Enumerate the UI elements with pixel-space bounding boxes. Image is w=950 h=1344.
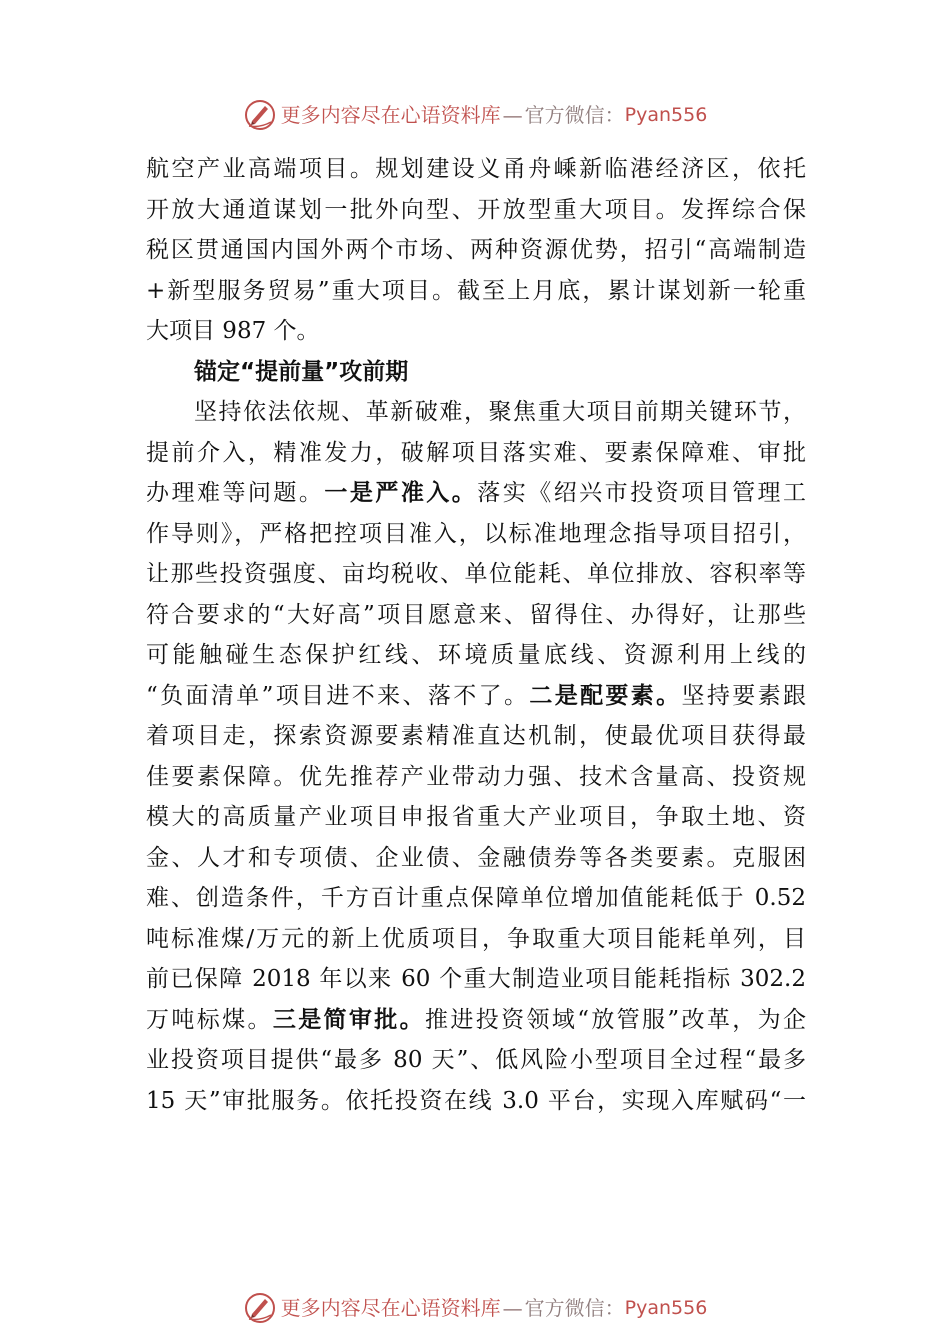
text-span: 万吨标煤。 bbox=[146, 1006, 273, 1033]
text-line: +新型服务贸易”重大项目。截至上月底，累计谋划新一轮重 bbox=[146, 277, 806, 304]
watermark-separator: — bbox=[502, 1296, 523, 1320]
section-heading: 锚定“提前量”攻前期 bbox=[194, 358, 409, 385]
text-line: 大项目 987 个。 bbox=[146, 318, 320, 344]
watermark-wechat-id: Pyan556 bbox=[624, 1297, 708, 1319]
text-line: 符合要求的“大好高”项目愿意来、留得住、办得好，让那些 bbox=[146, 601, 806, 628]
text-span: 推进投资领域“放管服”改革，为企 bbox=[425, 1006, 806, 1033]
watermark-separator: — bbox=[502, 103, 523, 127]
bold-point-2: 二是配要素。 bbox=[529, 682, 682, 709]
logo-icon bbox=[243, 1291, 277, 1325]
text-span: 办理难等问题。 bbox=[146, 480, 325, 506]
text-line: 让那些投资强度、亩均税收、单位能耗、单位排放、容积率等 bbox=[146, 561, 806, 587]
text-line: 金、人才和专项债、企业债、金融债券等各类要素。克服困 bbox=[146, 844, 806, 871]
watermark-wechat-label: 官方微信： bbox=[524, 103, 625, 127]
text-line bbox=[146, 1000, 806, 1041]
text-line bbox=[146, 676, 806, 717]
text-line: 业投资项目提供“最多 80 天”、低风险小型项目全过程“最多 bbox=[146, 1047, 806, 1073]
watermark-footer bbox=[0, 1288, 950, 1328]
watermark-wechat-label: 官方微信： bbox=[524, 1296, 625, 1320]
watermark-text: 更多内容尽在心语资料库 bbox=[280, 1296, 501, 1320]
text-line: 提前介入，精准发力，破解项目落实难、要素保障难、审批 bbox=[146, 439, 806, 466]
paragraph-2 bbox=[146, 392, 806, 1121]
text-line: 模大的高质量产业项目申报省重大产业项目，争取土地、资 bbox=[146, 804, 806, 830]
watermark-header bbox=[0, 95, 950, 135]
text-line: 作导则》，严格把控项目准入，以标准地理念指导项目招引， bbox=[146, 520, 806, 547]
text-span: 落实《绍兴市投资项目管理工 bbox=[477, 480, 806, 506]
logo-icon bbox=[243, 98, 277, 132]
text-span: “负面清单”项目进不来、落不了。 bbox=[146, 682, 530, 709]
text-line: 开放大通道谋划一批外向型、开放型重大项目。发挥综合保 bbox=[146, 196, 806, 223]
text-span: 坚持要素跟 bbox=[681, 682, 806, 709]
watermark-wechat-id: Pyan556 bbox=[624, 104, 708, 126]
text-line bbox=[146, 473, 806, 514]
bold-point-3: 三是简审批。 bbox=[272, 1006, 426, 1033]
document-body bbox=[146, 149, 806, 1121]
text-line: 15 天”审批服务。依托投资在线 3.0 平台，实现入库赋码“一 bbox=[146, 1087, 806, 1114]
text-line: 着项目走，探索资源要素精准直达机制，使最优项目获得最 bbox=[146, 723, 806, 749]
text-line: 吨标准煤/万元的新上优质项目，争取重大项目能耗单列，目 bbox=[146, 925, 806, 952]
bold-point-1: 一是严准入。 bbox=[324, 480, 478, 506]
paragraph-1 bbox=[146, 149, 806, 352]
text-line: 税区贯通国内国外两个市场、两种资源优势，招引“高端制造 bbox=[146, 237, 806, 263]
text-line: 前已保障 2018 年以来 60 个重大制造业项目能耗指标 302.2 bbox=[146, 966, 806, 992]
watermark-text: 更多内容尽在心语资料库 bbox=[280, 103, 501, 127]
text-line: 佳要素保障。优先推荐产业带动力强、技术含量高、投资规 bbox=[146, 763, 806, 790]
text-line: 可能触碰生态保护红线、环境质量底线、资源利用上线的 bbox=[146, 642, 806, 668]
text-line: 坚持依法依规、革新破难，聚焦重大项目前期关键环节， bbox=[194, 399, 806, 425]
text-line: 航空产业高端项目。规划建设义甬舟嵊新临港经济区，依托 bbox=[146, 156, 806, 182]
text-line: 难、创造条件，千方百计重点保障单位增加值能耗低于 0.52 bbox=[146, 885, 806, 911]
